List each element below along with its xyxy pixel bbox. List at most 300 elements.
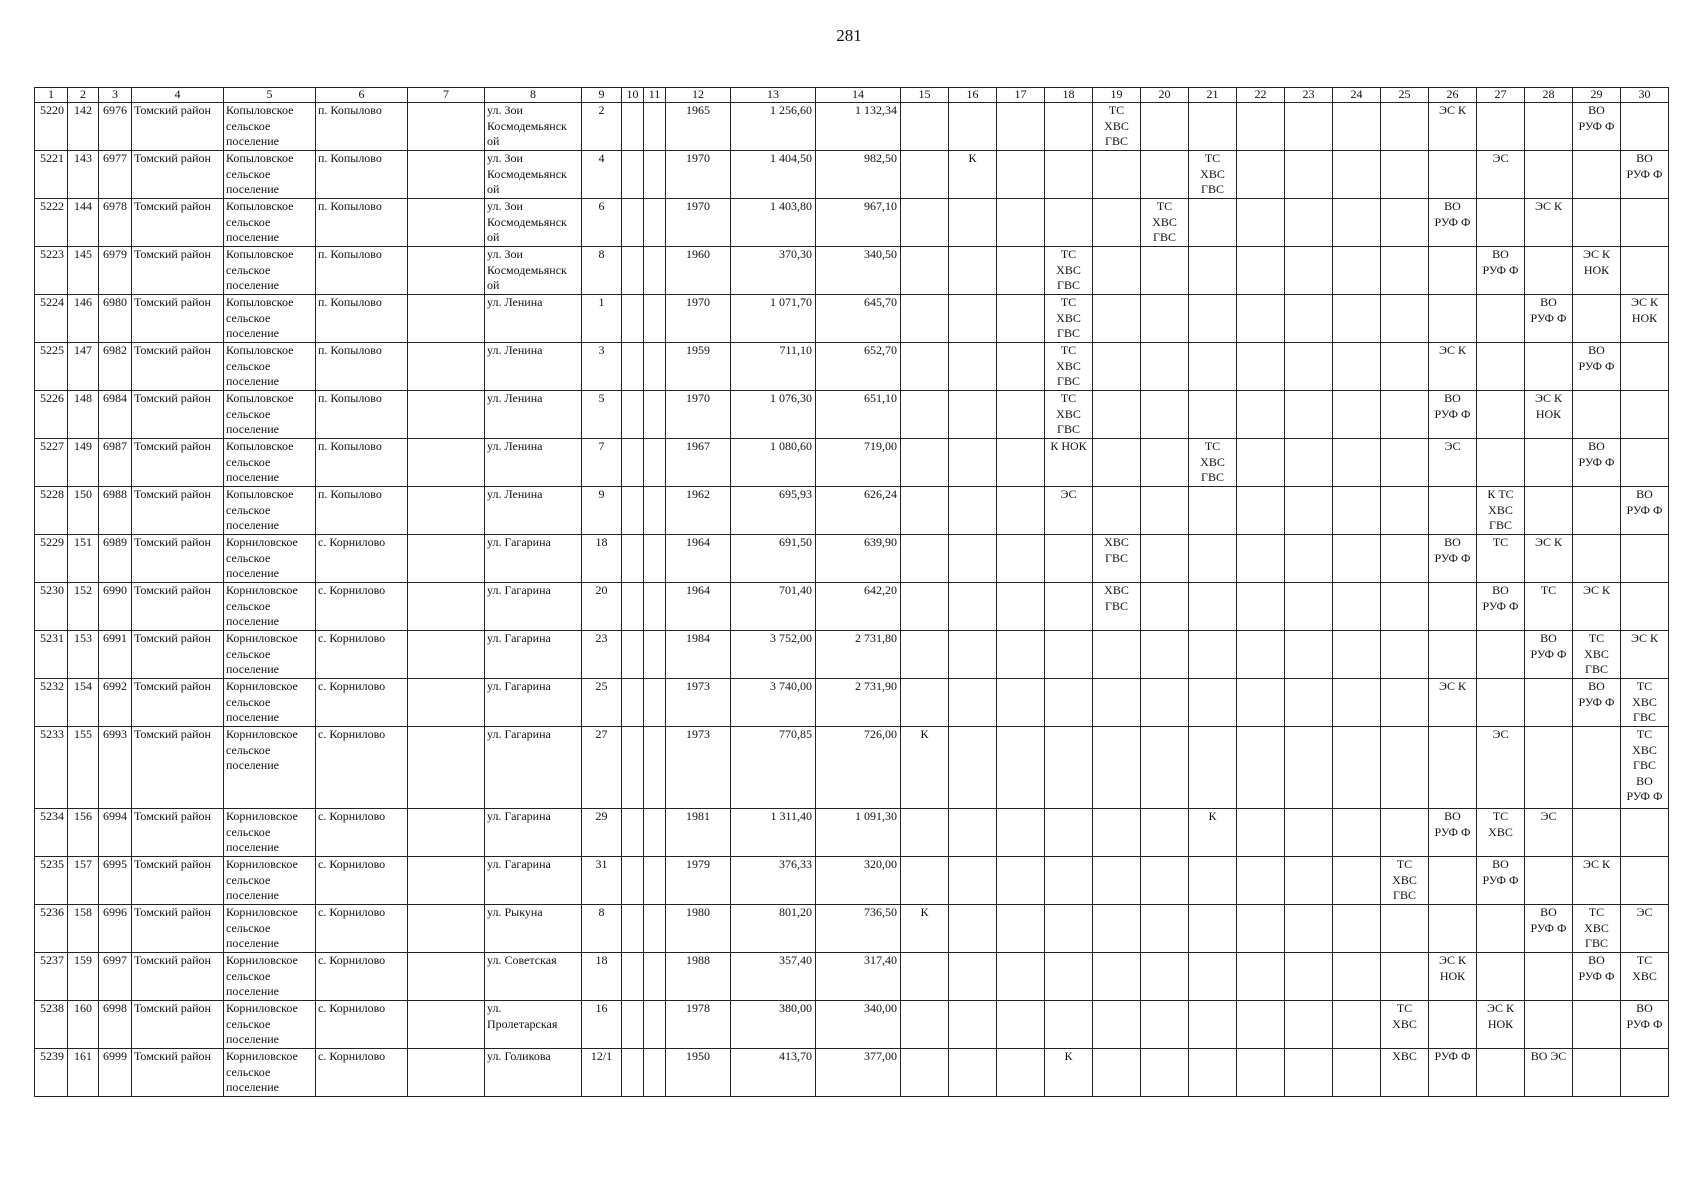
cell-col-16 <box>949 679 997 727</box>
page-number: 281 <box>836 26 862 45</box>
cell-col-27 <box>1477 439 1525 487</box>
cell-col-6: п. Копылово <box>316 487 408 535</box>
cell-col-28: ВО ЭС <box>1525 1049 1573 1097</box>
cell-col-8: ул. Гагарина <box>485 679 582 727</box>
cell-col-1: 5223 <box>35 247 68 295</box>
cell-col-29: ВО РУФ Ф <box>1573 439 1621 487</box>
cell-col-6: с. Корнилово <box>316 679 408 727</box>
cell-col-20 <box>1141 487 1189 535</box>
cell-col-28 <box>1525 103 1573 151</box>
cell-col-14: 642,20 <box>816 583 901 631</box>
cell-col-2: 160 <box>68 1001 99 1049</box>
cell-col-8: ул. Зои Космодемьянск ой <box>485 151 582 199</box>
cell-col-28 <box>1525 247 1573 295</box>
cell-col-23 <box>1285 247 1333 295</box>
cell-col-29 <box>1573 151 1621 199</box>
cell-col-4: Томский район <box>132 535 224 583</box>
cell-col-6: с. Корнилово <box>316 953 408 1001</box>
cell-col-27 <box>1477 103 1525 151</box>
cell-col-29 <box>1573 809 1621 857</box>
cell-col-19 <box>1093 631 1141 679</box>
cell-col-16 <box>949 487 997 535</box>
cell-col-13: 1 080,60 <box>731 439 816 487</box>
cell-col-10 <box>622 679 644 727</box>
cell-col-13: 1 071,70 <box>731 295 816 343</box>
cell-col-2: 161 <box>68 1049 99 1097</box>
cell-col-17 <box>997 391 1045 439</box>
cell-col-24 <box>1333 151 1381 199</box>
cell-col-5: Копыловское сельское поселение <box>224 295 316 343</box>
cell-col-19 <box>1093 1001 1141 1049</box>
table-row <box>35 391 1669 439</box>
cell-col-4: Томский район <box>132 679 224 727</box>
cell-col-5: Корниловское сельское поселение <box>224 535 316 583</box>
cell-col-28: ЭС К <box>1525 535 1573 583</box>
cell-col-15 <box>901 343 949 391</box>
cell-col-4: Томский район <box>132 631 224 679</box>
cell-col-15 <box>901 953 949 1001</box>
table-row <box>35 583 1669 631</box>
cell-col-2: 145 <box>68 247 99 295</box>
cell-col-9: 29 <box>582 809 622 857</box>
table-row <box>35 905 1669 953</box>
cell-col-8: ул. Ленина <box>485 391 582 439</box>
table-row <box>35 953 1669 1001</box>
table-row <box>35 631 1669 679</box>
cell-col-19 <box>1093 487 1141 535</box>
cell-col-1: 5239 <box>35 1049 68 1097</box>
cell-col-13: 370,30 <box>731 247 816 295</box>
cell-col-1: 5233 <box>35 727 68 809</box>
cell-col-4: Томский район <box>132 151 224 199</box>
table-row <box>35 1049 1669 1097</box>
cell-col-20 <box>1141 1049 1189 1097</box>
cell-col-5: Корниловское сельское поселение <box>224 1049 316 1097</box>
cell-col-3: 6991 <box>99 631 132 679</box>
cell-col-26: ВО РУФ Ф <box>1429 391 1477 439</box>
cell-col-9: 8 <box>582 905 622 953</box>
cell-col-25 <box>1381 727 1429 809</box>
cell-col-15 <box>901 151 949 199</box>
cell-col-13: 380,00 <box>731 1001 816 1049</box>
cell-col-13: 701,40 <box>731 583 816 631</box>
column-header-15: 15 <box>901 88 949 103</box>
cell-col-7 <box>408 391 485 439</box>
cell-col-23 <box>1285 151 1333 199</box>
cell-col-1: 5225 <box>35 343 68 391</box>
cell-col-15 <box>901 535 949 583</box>
cell-col-20 <box>1141 295 1189 343</box>
column-header-24: 24 <box>1333 88 1381 103</box>
cell-col-23 <box>1285 809 1333 857</box>
cell-col-23 <box>1285 535 1333 583</box>
cell-col-5: Корниловское сельское поселение <box>224 953 316 1001</box>
cell-col-21 <box>1189 583 1237 631</box>
cell-col-23 <box>1285 727 1333 809</box>
cell-col-30: ВО РУФ Ф <box>1621 1001 1669 1049</box>
column-header-4: 4 <box>132 88 224 103</box>
cell-col-7 <box>408 439 485 487</box>
table-row <box>35 1001 1669 1049</box>
cell-col-6: с. Корнилово <box>316 1049 408 1097</box>
cell-col-25: ТС ХВС ГВС <box>1381 857 1429 905</box>
cell-col-14: 2 731,90 <box>816 679 901 727</box>
cell-col-9: 4 <box>582 151 622 199</box>
cell-col-30: ВО РУФ Ф <box>1621 151 1669 199</box>
cell-col-24 <box>1333 103 1381 151</box>
cell-col-9: 2 <box>582 103 622 151</box>
cell-col-5: Копыловское сельское поселение <box>224 103 316 151</box>
cell-col-28: ЭС К НОК <box>1525 391 1573 439</box>
cell-col-16 <box>949 535 997 583</box>
cell-col-18: ТС ХВС ГВС <box>1045 295 1093 343</box>
cell-col-3: 6978 <box>99 199 132 247</box>
cell-col-12: 1984 <box>666 631 731 679</box>
cell-col-16 <box>949 809 997 857</box>
cell-col-16 <box>949 343 997 391</box>
cell-col-11 <box>644 343 666 391</box>
cell-col-22 <box>1237 1001 1285 1049</box>
cell-col-4: Томский район <box>132 727 224 809</box>
cell-col-28: ВО РУФ Ф <box>1525 295 1573 343</box>
cell-col-20 <box>1141 535 1189 583</box>
cell-col-8: ул. Ленина <box>485 439 582 487</box>
cell-col-23 <box>1285 1001 1333 1049</box>
cell-col-4: Томский район <box>132 809 224 857</box>
cell-col-9: 8 <box>582 247 622 295</box>
cell-col-17 <box>997 727 1045 809</box>
cell-col-10 <box>622 439 644 487</box>
cell-col-10 <box>622 809 644 857</box>
table-row <box>35 151 1669 199</box>
cell-col-9: 16 <box>582 1001 622 1049</box>
cell-col-26 <box>1429 583 1477 631</box>
cell-col-11 <box>644 583 666 631</box>
cell-col-30: ЭС К НОК <box>1621 295 1669 343</box>
cell-col-21 <box>1189 857 1237 905</box>
cell-col-18: К <box>1045 1049 1093 1097</box>
cell-col-23 <box>1285 199 1333 247</box>
cell-col-28 <box>1525 151 1573 199</box>
cell-col-17 <box>997 905 1045 953</box>
cell-col-2: 155 <box>68 727 99 809</box>
cell-col-10 <box>622 953 644 1001</box>
cell-col-1: 5228 <box>35 487 68 535</box>
cell-col-29: ЭС К НОК <box>1573 247 1621 295</box>
cell-col-27 <box>1477 953 1525 1001</box>
cell-col-23 <box>1285 679 1333 727</box>
cell-col-9: 1 <box>582 295 622 343</box>
cell-col-28 <box>1525 1001 1573 1049</box>
cell-col-22 <box>1237 343 1285 391</box>
cell-col-10 <box>622 199 644 247</box>
cell-col-27 <box>1477 1049 1525 1097</box>
cell-col-24 <box>1333 439 1381 487</box>
cell-col-25 <box>1381 535 1429 583</box>
cell-col-7 <box>408 487 485 535</box>
cell-col-14: 967,10 <box>816 199 901 247</box>
cell-col-2: 143 <box>68 151 99 199</box>
cell-col-30 <box>1621 535 1669 583</box>
table-row <box>35 727 1669 809</box>
table-row <box>35 679 1669 727</box>
cell-col-12: 1970 <box>666 151 731 199</box>
cell-col-4: Томский район <box>132 857 224 905</box>
cell-col-14: 340,50 <box>816 247 901 295</box>
cell-col-11 <box>644 809 666 857</box>
cell-col-3: 6996 <box>99 905 132 953</box>
column-header-19: 19 <box>1093 88 1141 103</box>
cell-col-26: ЭС <box>1429 439 1477 487</box>
table-row <box>35 857 1669 905</box>
table-row <box>35 439 1669 487</box>
cell-col-20 <box>1141 809 1189 857</box>
cell-col-13: 1 311,40 <box>731 809 816 857</box>
cell-col-27: ТС <box>1477 535 1525 583</box>
cell-col-4: Томский район <box>132 1049 224 1097</box>
cell-col-14: 377,00 <box>816 1049 901 1097</box>
cell-col-13: 691,50 <box>731 535 816 583</box>
cell-col-1: 5234 <box>35 809 68 857</box>
cell-col-1: 5231 <box>35 631 68 679</box>
cell-col-13: 770,85 <box>731 727 816 809</box>
cell-col-13: 711,10 <box>731 343 816 391</box>
cell-col-19 <box>1093 391 1141 439</box>
cell-col-26: ВО РУФ Ф <box>1429 535 1477 583</box>
cell-col-19 <box>1093 247 1141 295</box>
cell-col-1: 5232 <box>35 679 68 727</box>
cell-col-15 <box>901 857 949 905</box>
cell-col-1: 5222 <box>35 199 68 247</box>
cell-col-11 <box>644 295 666 343</box>
cell-col-18: ТС ХВС ГВС <box>1045 247 1093 295</box>
cell-col-22 <box>1237 487 1285 535</box>
cell-col-6: с. Корнилово <box>316 857 408 905</box>
column-header-13: 13 <box>731 88 816 103</box>
cell-col-14: 652,70 <box>816 343 901 391</box>
cell-col-20 <box>1141 679 1189 727</box>
cell-col-15 <box>901 391 949 439</box>
cell-col-9: 12/1 <box>582 1049 622 1097</box>
cell-col-3: 6988 <box>99 487 132 535</box>
column-header-8: 8 <box>485 88 582 103</box>
cell-col-2: 147 <box>68 343 99 391</box>
cell-col-30: ЭС <box>1621 905 1669 953</box>
cell-col-15 <box>901 809 949 857</box>
cell-col-24 <box>1333 247 1381 295</box>
cell-col-19 <box>1093 679 1141 727</box>
cell-col-4: Томский район <box>132 953 224 1001</box>
cell-col-1: 5238 <box>35 1001 68 1049</box>
cell-col-15 <box>901 103 949 151</box>
cell-col-14: 626,24 <box>816 487 901 535</box>
cell-col-16 <box>949 905 997 953</box>
cell-col-21 <box>1189 535 1237 583</box>
cell-col-12: 1980 <box>666 905 731 953</box>
cell-col-5: Копыловское сельское поселение <box>224 199 316 247</box>
cell-col-27: ЭС <box>1477 151 1525 199</box>
table-row <box>35 103 1669 151</box>
cell-col-25 <box>1381 247 1429 295</box>
cell-col-13: 1 076,30 <box>731 391 816 439</box>
cell-col-5: Корниловское сельское поселение <box>224 583 316 631</box>
cell-col-17 <box>997 103 1045 151</box>
cell-col-3: 6987 <box>99 439 132 487</box>
column-header-29: 29 <box>1573 88 1621 103</box>
cell-col-30 <box>1621 857 1669 905</box>
cell-col-2: 149 <box>68 439 99 487</box>
cell-col-22 <box>1237 199 1285 247</box>
table-body <box>35 103 1669 1097</box>
cell-col-17 <box>997 151 1045 199</box>
cell-col-24 <box>1333 953 1381 1001</box>
cell-col-13: 1 404,50 <box>731 151 816 199</box>
cell-col-30: ВО РУФ Ф <box>1621 487 1669 535</box>
cell-col-16 <box>949 953 997 1001</box>
cell-col-7 <box>408 583 485 631</box>
cell-col-10 <box>622 343 644 391</box>
cell-col-11 <box>644 857 666 905</box>
cell-col-22 <box>1237 583 1285 631</box>
cell-col-25 <box>1381 151 1429 199</box>
cell-col-21 <box>1189 679 1237 727</box>
cell-col-6: с. Корнилово <box>316 583 408 631</box>
cell-col-13: 3 752,00 <box>731 631 816 679</box>
cell-col-24 <box>1333 905 1381 953</box>
cell-col-8: ул. Ленина <box>485 343 582 391</box>
cell-col-8: ул. Гагарина <box>485 809 582 857</box>
cell-col-9: 3 <box>582 343 622 391</box>
cell-col-5: Корниловское сельское поселение <box>224 857 316 905</box>
cell-col-13: 801,20 <box>731 905 816 953</box>
column-header-20: 20 <box>1141 88 1189 103</box>
column-header-1: 1 <box>35 88 68 103</box>
cell-col-28: ВО РУФ Ф <box>1525 905 1573 953</box>
cell-col-10 <box>622 391 644 439</box>
cell-col-6: п. Копылово <box>316 391 408 439</box>
cell-col-21 <box>1189 391 1237 439</box>
cell-col-20: ТС ХВС ГВС <box>1141 199 1189 247</box>
cell-col-26: ВО РУФ Ф <box>1429 809 1477 857</box>
cell-col-29: ЭС К <box>1573 857 1621 905</box>
cell-col-11 <box>644 1049 666 1097</box>
cell-col-26 <box>1429 295 1477 343</box>
cell-col-23 <box>1285 583 1333 631</box>
cell-col-18 <box>1045 809 1093 857</box>
cell-col-22 <box>1237 103 1285 151</box>
cell-col-13: 376,33 <box>731 857 816 905</box>
cell-col-21 <box>1189 953 1237 1001</box>
cell-col-12: 1978 <box>666 1001 731 1049</box>
cell-col-25 <box>1381 343 1429 391</box>
cell-col-30: ТС ХВС ГВС <box>1621 679 1669 727</box>
cell-col-26 <box>1429 727 1477 809</box>
cell-col-12: 1967 <box>666 439 731 487</box>
cell-col-27 <box>1477 391 1525 439</box>
cell-col-19 <box>1093 809 1141 857</box>
cell-col-29 <box>1573 487 1621 535</box>
cell-col-21 <box>1189 727 1237 809</box>
cell-col-27 <box>1477 679 1525 727</box>
cell-col-12: 1973 <box>666 679 731 727</box>
cell-col-27 <box>1477 295 1525 343</box>
cell-col-18: ТС ХВС ГВС <box>1045 391 1093 439</box>
cell-col-12: 1964 <box>666 535 731 583</box>
cell-col-3: 6993 <box>99 727 132 809</box>
cell-col-4: Томский район <box>132 199 224 247</box>
cell-col-5: Копыловское сельское поселение <box>224 487 316 535</box>
cell-col-6: с. Корнилово <box>316 631 408 679</box>
cell-col-16 <box>949 247 997 295</box>
cell-col-18: К НОК <box>1045 439 1093 487</box>
cell-col-10 <box>622 727 644 809</box>
cell-col-6: с. Корнилово <box>316 809 408 857</box>
cell-col-2: 159 <box>68 953 99 1001</box>
cell-col-26: РУФ Ф <box>1429 1049 1477 1097</box>
cell-col-8: ул. Ленина <box>485 487 582 535</box>
cell-col-20 <box>1141 439 1189 487</box>
cell-col-20 <box>1141 151 1189 199</box>
cell-col-25 <box>1381 439 1429 487</box>
cell-col-16 <box>949 439 997 487</box>
cell-col-6: п. Копылово <box>316 247 408 295</box>
cell-col-9: 20 <box>582 583 622 631</box>
cell-col-14: 1 132,34 <box>816 103 901 151</box>
cell-col-14: 719,00 <box>816 439 901 487</box>
cell-col-28: ЭС К <box>1525 199 1573 247</box>
cell-col-13: 357,40 <box>731 953 816 1001</box>
cell-col-11 <box>644 487 666 535</box>
cell-col-27: К ТС ХВС ГВС <box>1477 487 1525 535</box>
cell-col-3: 6990 <box>99 583 132 631</box>
cell-col-5: Копыловское сельское поселение <box>224 343 316 391</box>
column-header-27: 27 <box>1477 88 1525 103</box>
column-header-5: 5 <box>224 88 316 103</box>
cell-col-2: 153 <box>68 631 99 679</box>
cell-col-21 <box>1189 1049 1237 1097</box>
column-header-30: 30 <box>1621 88 1669 103</box>
cell-col-14: 651,10 <box>816 391 901 439</box>
cell-col-2: 152 <box>68 583 99 631</box>
cell-col-18 <box>1045 631 1093 679</box>
cell-col-17 <box>997 535 1045 583</box>
cell-col-6: с. Корнилово <box>316 727 408 809</box>
cell-col-12: 1970 <box>666 199 731 247</box>
cell-col-16 <box>949 103 997 151</box>
cell-col-24 <box>1333 535 1381 583</box>
cell-col-12: 1962 <box>666 487 731 535</box>
cell-col-29 <box>1573 295 1621 343</box>
cell-col-15: К <box>901 727 949 809</box>
cell-col-12: 1970 <box>666 391 731 439</box>
cell-col-12: 1979 <box>666 857 731 905</box>
cell-col-23 <box>1285 295 1333 343</box>
cell-col-20 <box>1141 857 1189 905</box>
cell-col-30: ТС ХВС <box>1621 953 1669 1001</box>
cell-col-12: 1964 <box>666 583 731 631</box>
cell-col-9: 18 <box>582 535 622 583</box>
cell-col-18 <box>1045 199 1093 247</box>
cell-col-10 <box>622 857 644 905</box>
cell-col-26: ЭС К <box>1429 103 1477 151</box>
cell-col-4: Томский район <box>132 103 224 151</box>
cell-col-29 <box>1573 535 1621 583</box>
cell-col-2: 146 <box>68 295 99 343</box>
cell-col-19 <box>1093 953 1141 1001</box>
cell-col-18 <box>1045 583 1093 631</box>
cell-col-1: 5226 <box>35 391 68 439</box>
cell-col-18 <box>1045 727 1093 809</box>
